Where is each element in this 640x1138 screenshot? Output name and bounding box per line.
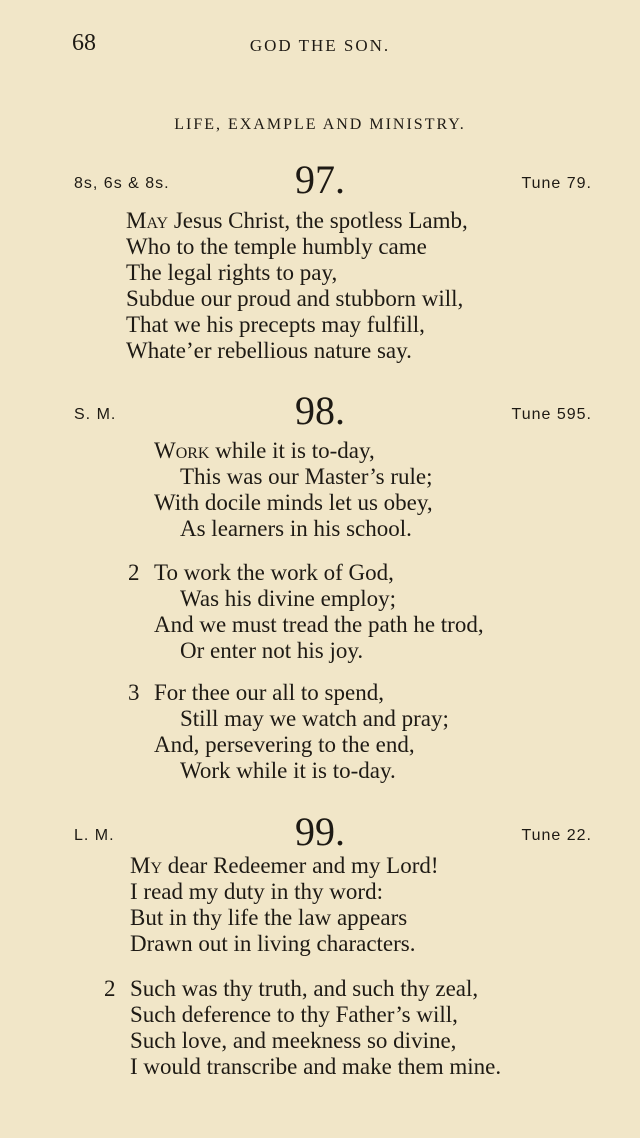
hymn-99-v1-line-3: But in thy life the law appears — [130, 905, 408, 930]
hymn-97-meter: 8s, 6s & 8s. — [74, 175, 170, 192]
hymn-98-v1-line-1: Work while it is to-day, — [154, 438, 375, 463]
hymn-98-tune: Tune 595. — [511, 406, 592, 423]
hymn-98-v3-line-2: Still may we watch and pray; — [180, 706, 449, 731]
hymn-97-tune: Tune 79. — [521, 175, 592, 192]
hymn-98-v3-line-1: For thee our all to spend, — [154, 680, 384, 705]
hymn-98-v2-line-4: Or enter not his joy. — [180, 638, 364, 663]
hymn-99-v2-line-2: Such deference to thy Father’s will, — [130, 1002, 458, 1027]
hymn-97-line-3: The legal rights to pay, — [126, 260, 338, 285]
hymn-98-v3-line-3: And, persevering to the end, — [154, 732, 415, 757]
hymn-99-v1-line-1: My dear Redeemer and my Lord! — [130, 853, 439, 878]
hymn-97-line-5: That we his precepts may fulfill, — [126, 312, 425, 337]
hymn-98-verse-2-number: 2 — [128, 560, 140, 585]
hymn-99-meter: L. M. — [74, 827, 115, 844]
hymn-99-v2-line-1: Such was thy truth, and such thy zeal, — [130, 976, 479, 1001]
hymn-98-v1-line-3: With docile minds let us obey, — [154, 490, 433, 515]
hymn-99-v2-line-3: Such love, and meekness so divine, — [130, 1028, 457, 1053]
hymn-98-v1-line-4: As learners in his school. — [180, 516, 412, 541]
hymn-97-line-2: Who to the temple humbly came — [126, 234, 427, 259]
hymn-99-number: 99. — [295, 809, 345, 854]
hymn-98-v2-line-2: Was his divine employ; — [180, 586, 396, 611]
section-title: LIFE, EXAMPLE AND MINISTRY. — [174, 116, 466, 133]
hymn-98-meter: S. M. — [74, 406, 117, 423]
hymn-99-v2-line-4: I would transcribe and make them mine. — [130, 1054, 502, 1079]
hymn-99-v1-line-4: Drawn out in living characters. — [130, 931, 416, 956]
hymn-98-number: 98. — [295, 388, 345, 433]
hymn-98-v2-line-3: And we must tread the path he trod, — [154, 612, 484, 637]
hymn-98-v1-line-2: This was our Master’s rule; — [180, 464, 433, 489]
hymn-98-v2-line-1: To work the work of God, — [154, 560, 394, 585]
hymn-99-tune: Tune 22. — [521, 827, 592, 844]
hymn-99-v1-line-2: I read my duty in thy word: — [130, 879, 383, 904]
page-number: 68 — [72, 30, 96, 56]
hymn-97-line-1: May Jesus Christ, the spotless Lamb, — [126, 208, 468, 233]
hymn-97-line-4: Subdue our proud and stubborn will, — [126, 286, 464, 311]
hymn-98-v3-line-4: Work while it is to-day. — [180, 758, 396, 783]
hymn-99-verse-2-number: 2 — [104, 976, 116, 1001]
hymn-98-verse-3-number: 3 — [128, 680, 140, 705]
hymn-97-number: 97. — [295, 157, 345, 202]
hymn-97-line-6: Whate’er rebellious nature say. — [126, 338, 412, 363]
running-title: GOD THE SON. — [249, 36, 391, 55]
